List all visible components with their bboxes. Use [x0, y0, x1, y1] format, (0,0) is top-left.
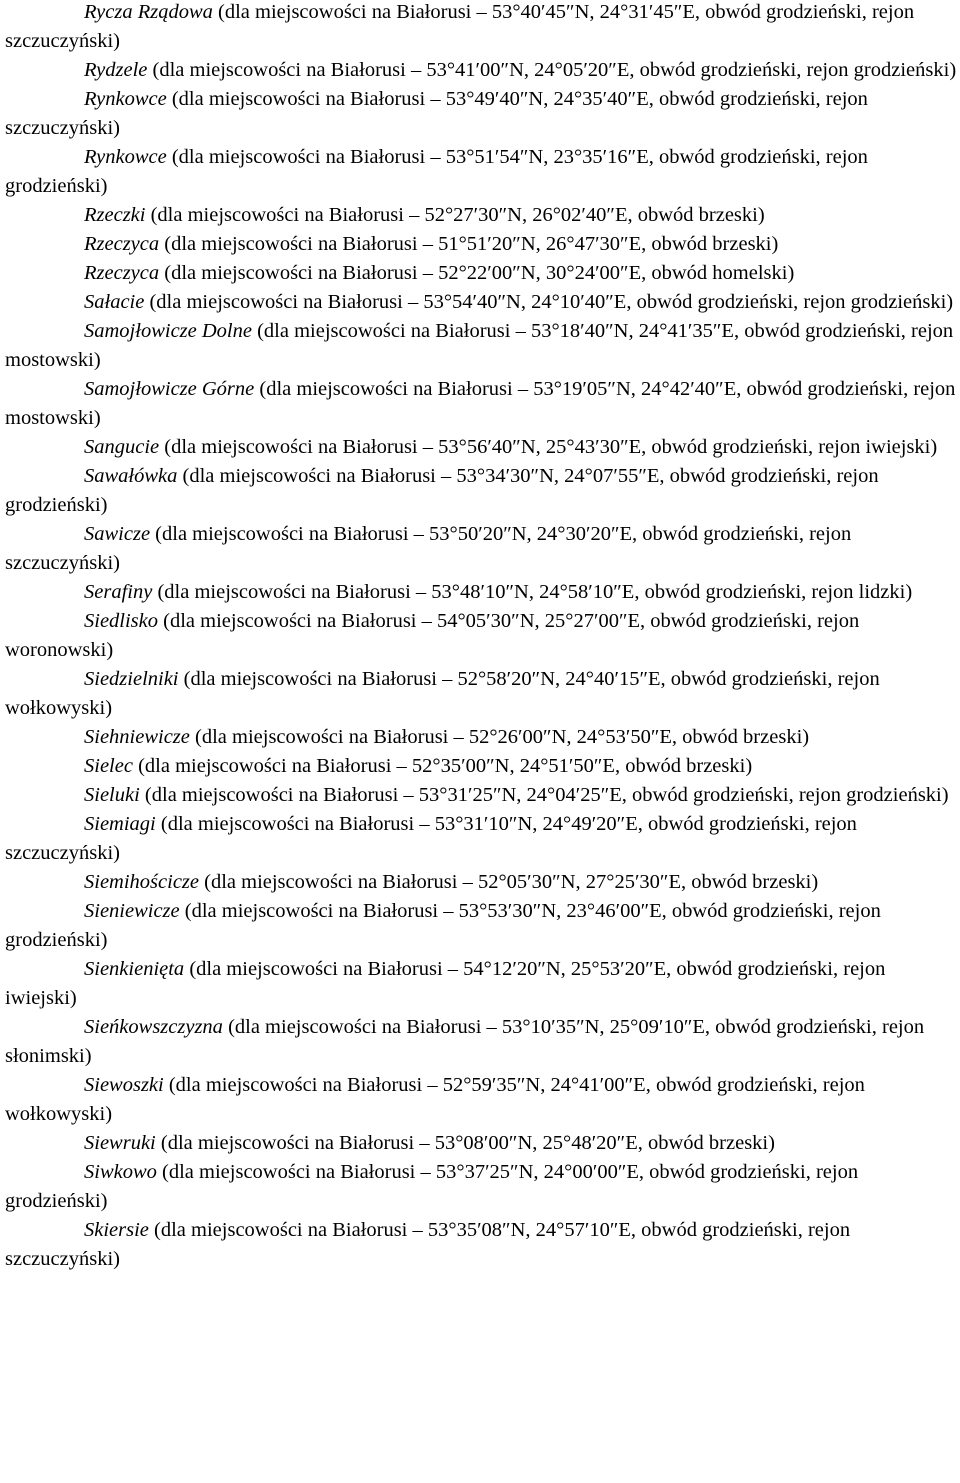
entry: [0, 317, 960, 375]
place-name: Rzeczyca: [84, 233, 160, 255]
place-name: Siedlisko: [84, 610, 159, 632]
entry: [0, 955, 960, 1013]
place-name: Sałacie: [84, 291, 145, 313]
place-details: (dla miejscowości na Białorusi – 53°37′25″N, 24°00′00″E, obwód grodzieński, rejon grodzieński): [5, 1161, 859, 1212]
place-details: (dla miejscowości na Białorusi – 53°18′40″N, 24°41′35″E, obwód grodzieński, rejon mostowski): [5, 320, 954, 371]
place-details: (dla miejscowości na Białorusi – 53°41′00″N, 24°05′20″E, obwód grodzieński, rejon grodzieński): [147, 59, 957, 81]
place-name: Sawałówka: [84, 465, 178, 487]
place-name: Siehniewicze: [84, 726, 190, 748]
entry: [0, 259, 960, 288]
place-name: Samojłowicze Górne: [84, 378, 255, 400]
place-details: (dla miejscowości na Białorusi – 54°12′20″N, 25°53′20″E, obwód grodzieński, rejon iwiejski): [5, 958, 886, 1009]
entry: [0, 1129, 960, 1158]
entry: [0, 230, 960, 259]
place-details: (dla miejscowości na Białorusi – 52°05′30″N, 27°25′30″E, obwód brzeski): [199, 871, 819, 893]
place-name: Siewoszki: [84, 1074, 164, 1096]
place-name: Sielec: [84, 755, 133, 777]
place-details: (dla miejscowości na Białorusi – 53°31′25″N, 24°04′25″E, obwód grodzieński, rejon grodzieński): [139, 784, 949, 806]
entry: [0, 288, 960, 317]
place-name: Sieluki: [84, 784, 140, 806]
place-name: Rzeczyca: [84, 262, 160, 284]
place-name: Siwkowo: [84, 1161, 157, 1183]
place-details: (dla miejscowości na Białorusi – 53°10′35″N, 25°09′10″E, obwód grodzieński, rejon słonimski): [5, 1016, 925, 1067]
place-name: Serafiny: [84, 581, 153, 603]
place-details: (dla miejscowości na Białorusi – 53°31′10″N, 24°49′20″E, obwód grodzieński, rejon szczuczyński): [5, 813, 857, 864]
place-name: Siemihościcze: [84, 871, 199, 893]
place-details: (dla miejscowości na Białorusi – 53°40′45″N, 24°31′45″E, obwód grodzieński, rejon szczuczyński): [5, 1, 915, 52]
place-name: Sieniewicze: [84, 900, 180, 922]
place-details: (dla miejscowości na Białorusi – 53°54′40″N, 24°10′40″E, obwód grodzieński, rejon grodzieński): [144, 291, 954, 313]
place-details: (dla miejscowości na Białorusi – 52°35′00″N, 24°51′50″E, obwód brzeski): [132, 755, 753, 777]
place-details: (dla miejscowości na Białorusi – 53°53′30″N, 23°46′00″E, obwód grodzieński, rejon grodzieński): [5, 900, 881, 951]
entry: [0, 607, 960, 665]
entry: [0, 665, 960, 723]
place-details: (dla miejscowości na Białorusi – 52°26′00″N, 24°53′50″E, obwód brzeski): [189, 726, 810, 748]
place-name: Rzeczki: [84, 204, 146, 226]
place-name: Rynkowce: [84, 146, 167, 168]
place-name: Siemiagi: [84, 813, 156, 835]
place-details: (dla miejscowości na Białorusi – 53°56′40″N, 25°43′30″E, obwód grodzieński, rejon iwiejski): [159, 436, 938, 458]
place-details: (dla miejscowości na Białorusi – 53°49′40″N, 24°35′40″E, obwód grodzieński, rejon szczuczyński): [5, 88, 868, 139]
entry: [0, 1013, 960, 1071]
entry: [0, 462, 960, 520]
place-details: (dla miejscowości na Białorusi – 53°08′00″N, 25°48′20″E, obwód brzeski): [155, 1132, 775, 1154]
place-details: (dla miejscowości na Białorusi – 54°05′30″N, 25°27′00″E, obwód grodzieński, rejon woronowski): [5, 610, 860, 661]
entry: [0, 0, 960, 56]
place-name: Rycza Rządowa: [84, 1, 213, 23]
place-name: Siewruki: [84, 1132, 156, 1154]
place-details: (dla miejscowości na Białorusi – 53°48′10″N, 24°58′10″E, obwód grodzieński, rejon lidzki): [152, 581, 913, 603]
place-name: Skiersie: [84, 1219, 149, 1241]
entry: [0, 723, 960, 752]
place-details: (dla miejscowości na Białorusi – 53°34′30″N, 24°07′55″E, obwód grodzieński, rejon grodzieński): [5, 465, 879, 516]
entry: [0, 1158, 960, 1216]
entry: [0, 56, 960, 85]
entry: [0, 810, 960, 868]
entry: [0, 578, 960, 607]
place-name: Sienkienięta: [84, 958, 185, 980]
place-name: Sangucie: [84, 436, 160, 458]
entry: [0, 752, 960, 781]
place-details: (dla miejscowości na Białorusi – 53°35′08″N, 24°57′10″E, obwód grodzieński, rejon szczuczyński): [5, 1219, 851, 1270]
place-name: Siedzielniki: [84, 668, 179, 690]
entry: [0, 143, 960, 201]
place-details: (dla miejscowości na Białorusi – 52°27′30″N, 26°02′40″E, obwód brzeski): [145, 204, 765, 226]
place-name: Samojłowicze Dolne: [84, 320, 252, 342]
place-details: (dla miejscowości na Białorusi – 53°50′20″N, 24°30′20″E, obwód grodzieński, rejon szczuczyński): [5, 523, 852, 574]
entry: [0, 375, 960, 433]
entry: [0, 897, 960, 955]
place-name: Rynkowce: [84, 88, 167, 110]
place-name: Sawicze: [84, 523, 151, 545]
entry: [0, 1071, 960, 1129]
entry: [0, 868, 960, 897]
place-name: Sieńkowszczyzna: [84, 1016, 223, 1038]
place-details: (dla miejscowości na Białorusi – 52°59′35″N, 24°41′00″E, obwód grodzieński, rejon wołkowyski): [5, 1074, 865, 1125]
entry: [0, 433, 960, 462]
entry: [0, 520, 960, 578]
place-details: (dla miejscowości na Białorusi – 52°58′20″N, 24°40′15″E, obwód grodzieński, rejon wołkowyski): [5, 668, 880, 719]
place-details: (dla miejscowości na Białorusi – 53°51′54″N, 23°35′16″E, obwód grodzieński, rejon grodzieński): [5, 146, 868, 197]
place-details: (dla miejscowości na Białorusi – 53°19′05″N, 24°42′40″E, obwód grodzieński, rejon mostowski): [5, 378, 956, 429]
place-details: (dla miejscowości na Białorusi – 52°22′00″N, 30°24′00″E, obwód homelski): [159, 262, 795, 284]
entry: [0, 781, 960, 810]
place-name: Rydzele: [84, 59, 148, 81]
entry: [0, 201, 960, 230]
entry: [0, 85, 960, 143]
entry: [0, 1216, 960, 1274]
place-details: (dla miejscowości na Białorusi – 51°51′20″N, 26°47′30″E, obwód brzeski): [159, 233, 779, 255]
